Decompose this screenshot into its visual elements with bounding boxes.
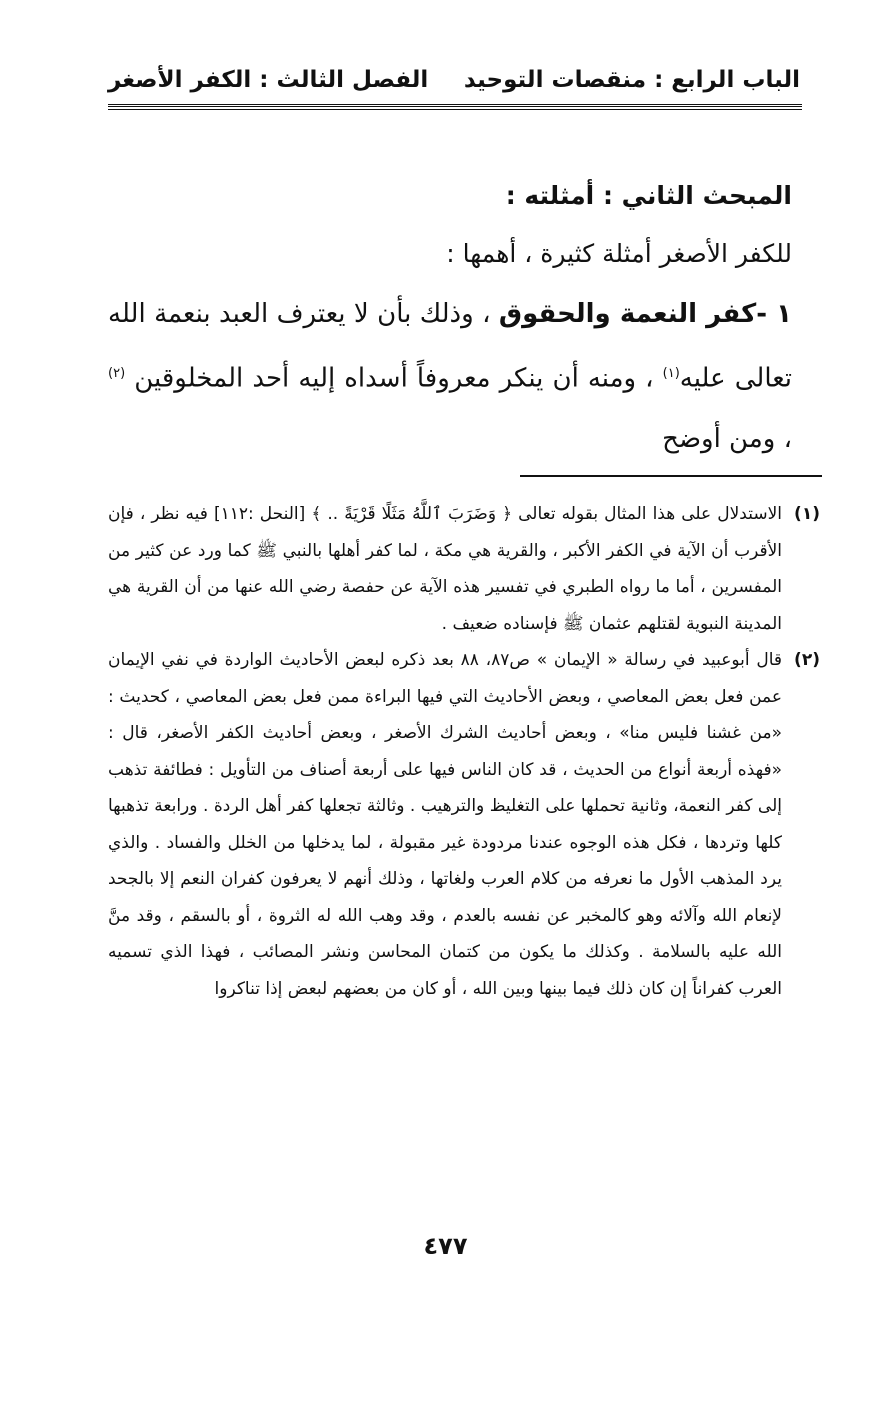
running-header <box>108 56 800 104</box>
paragraph-heading: كفر النعمة والحقوق <box>498 299 757 329</box>
intro-line: للكفر الأصغر أمثلة كثيرة ، أهمها : <box>446 239 792 268</box>
paragraph-text-a: ، وذلك بأن لا يعترف العبد بنعمة الله تعالى عليه <box>108 299 793 394</box>
header-section: الفصل الثالث : الكفر الأصغر <box>108 67 429 93</box>
footnote-text: قال أبوعبيد في رسالة « الإيمان » ص٨٧، ٨٨ بعد ذكره لبعض الأحاديث الواردة في نفي الإيمان عمن فعل بعض المعاصي ، وبعض الأحاديث التي فيها البراءة ممن فعل بعض المعاصي ، كحديث : «من غشنا فليس منا» ، وبعض أحاديث الشرك الأصغر ، وبعض أحاديث الكفر الأصغر، قال : «فهذه أربعة أنواع من الحديث ، قد كان الناس فيها على أربعة أصناف من التأويل : فطائفة تذهب إلى كفر النعمة، وثانية تحملها على التغليظ والترهيب . وثالثة تجعلها كفر أهل الردة . ورابعة تذهبها كلها وتردها ، فكل هذه الوجوه عندنا مردودة غير مقبولة ، لما يدخلها من الخلل والفساد . والذي يرد المذهب الأول ما نعرفه من كلام العرب ولغاتها ، وذلك أنهم لا يعرفون كفران النعم إلا بالجحد لإنعام الله وآلائه وهو كالمخبر عن نفسه بالعدم ، وقد وهب الله له الثروة ، أو بالسقم ، وقد منَّ الله عليه بالسلامة . وكذلك ما يكون من كتمان المحاسن ونشر المصائب ، فهذا الذي تسميه العرب كفراناً إن كان ذلك فيما بينها وبين الله ، أو كان من بعضهم لبعض إذا تناكروا <box>108 650 782 999</box>
paragraph-text-c: ، ومن أوضح <box>662 423 792 454</box>
paragraph-number: ١ - <box>756 299 793 329</box>
header-rule <box>108 104 802 110</box>
footnote-number: (١) <box>794 504 820 524</box>
footnote-text: الاستدلال على هذا المثال بقوله تعالى ﴿ وَضَرَبَ ٱللَّهُ مَثَلًا قَرْيَةً .. ﴾ [النحل :١١٢] فيه نظر ، فإن الأقرب أن الآية في الكفر الأكبر ، والقرية هي مكة ، لما كفر أهلها بالنبي ﷺ كما ورد عن كثير من المفسرين ، أما ما رواه الطبري في تفسير هذه الآية عن حفصة رضي الله عنها من أن القرية هي المدينة النبوية لقتلهم عثمان ﷺ فإسناده ضعيف . <box>108 504 783 634</box>
header-chapter: الباب الرابع : منقصات التوحيد <box>463 67 800 93</box>
footnote-1 <box>108 496 820 642</box>
footnote-2 <box>108 642 820 1007</box>
footnote-ref-1[interactable]: (١) <box>662 366 680 381</box>
paragraph-text-b: ، ومنه أن ينكر معروفاً أسداه إليه أحد المخلوقين <box>134 363 654 394</box>
main-text <box>108 168 792 469</box>
footnotes <box>108 496 820 1007</box>
footnote-separator <box>520 475 822 477</box>
page-number: ٤٧٧ <box>423 1232 468 1260</box>
footnote-number: (٢) <box>794 650 820 670</box>
footnote-ref-2[interactable]: (٢) <box>108 366 126 381</box>
paragraph-1 <box>108 284 792 469</box>
section-title: المبحث الثاني : أمثلته : <box>505 181 792 210</box>
